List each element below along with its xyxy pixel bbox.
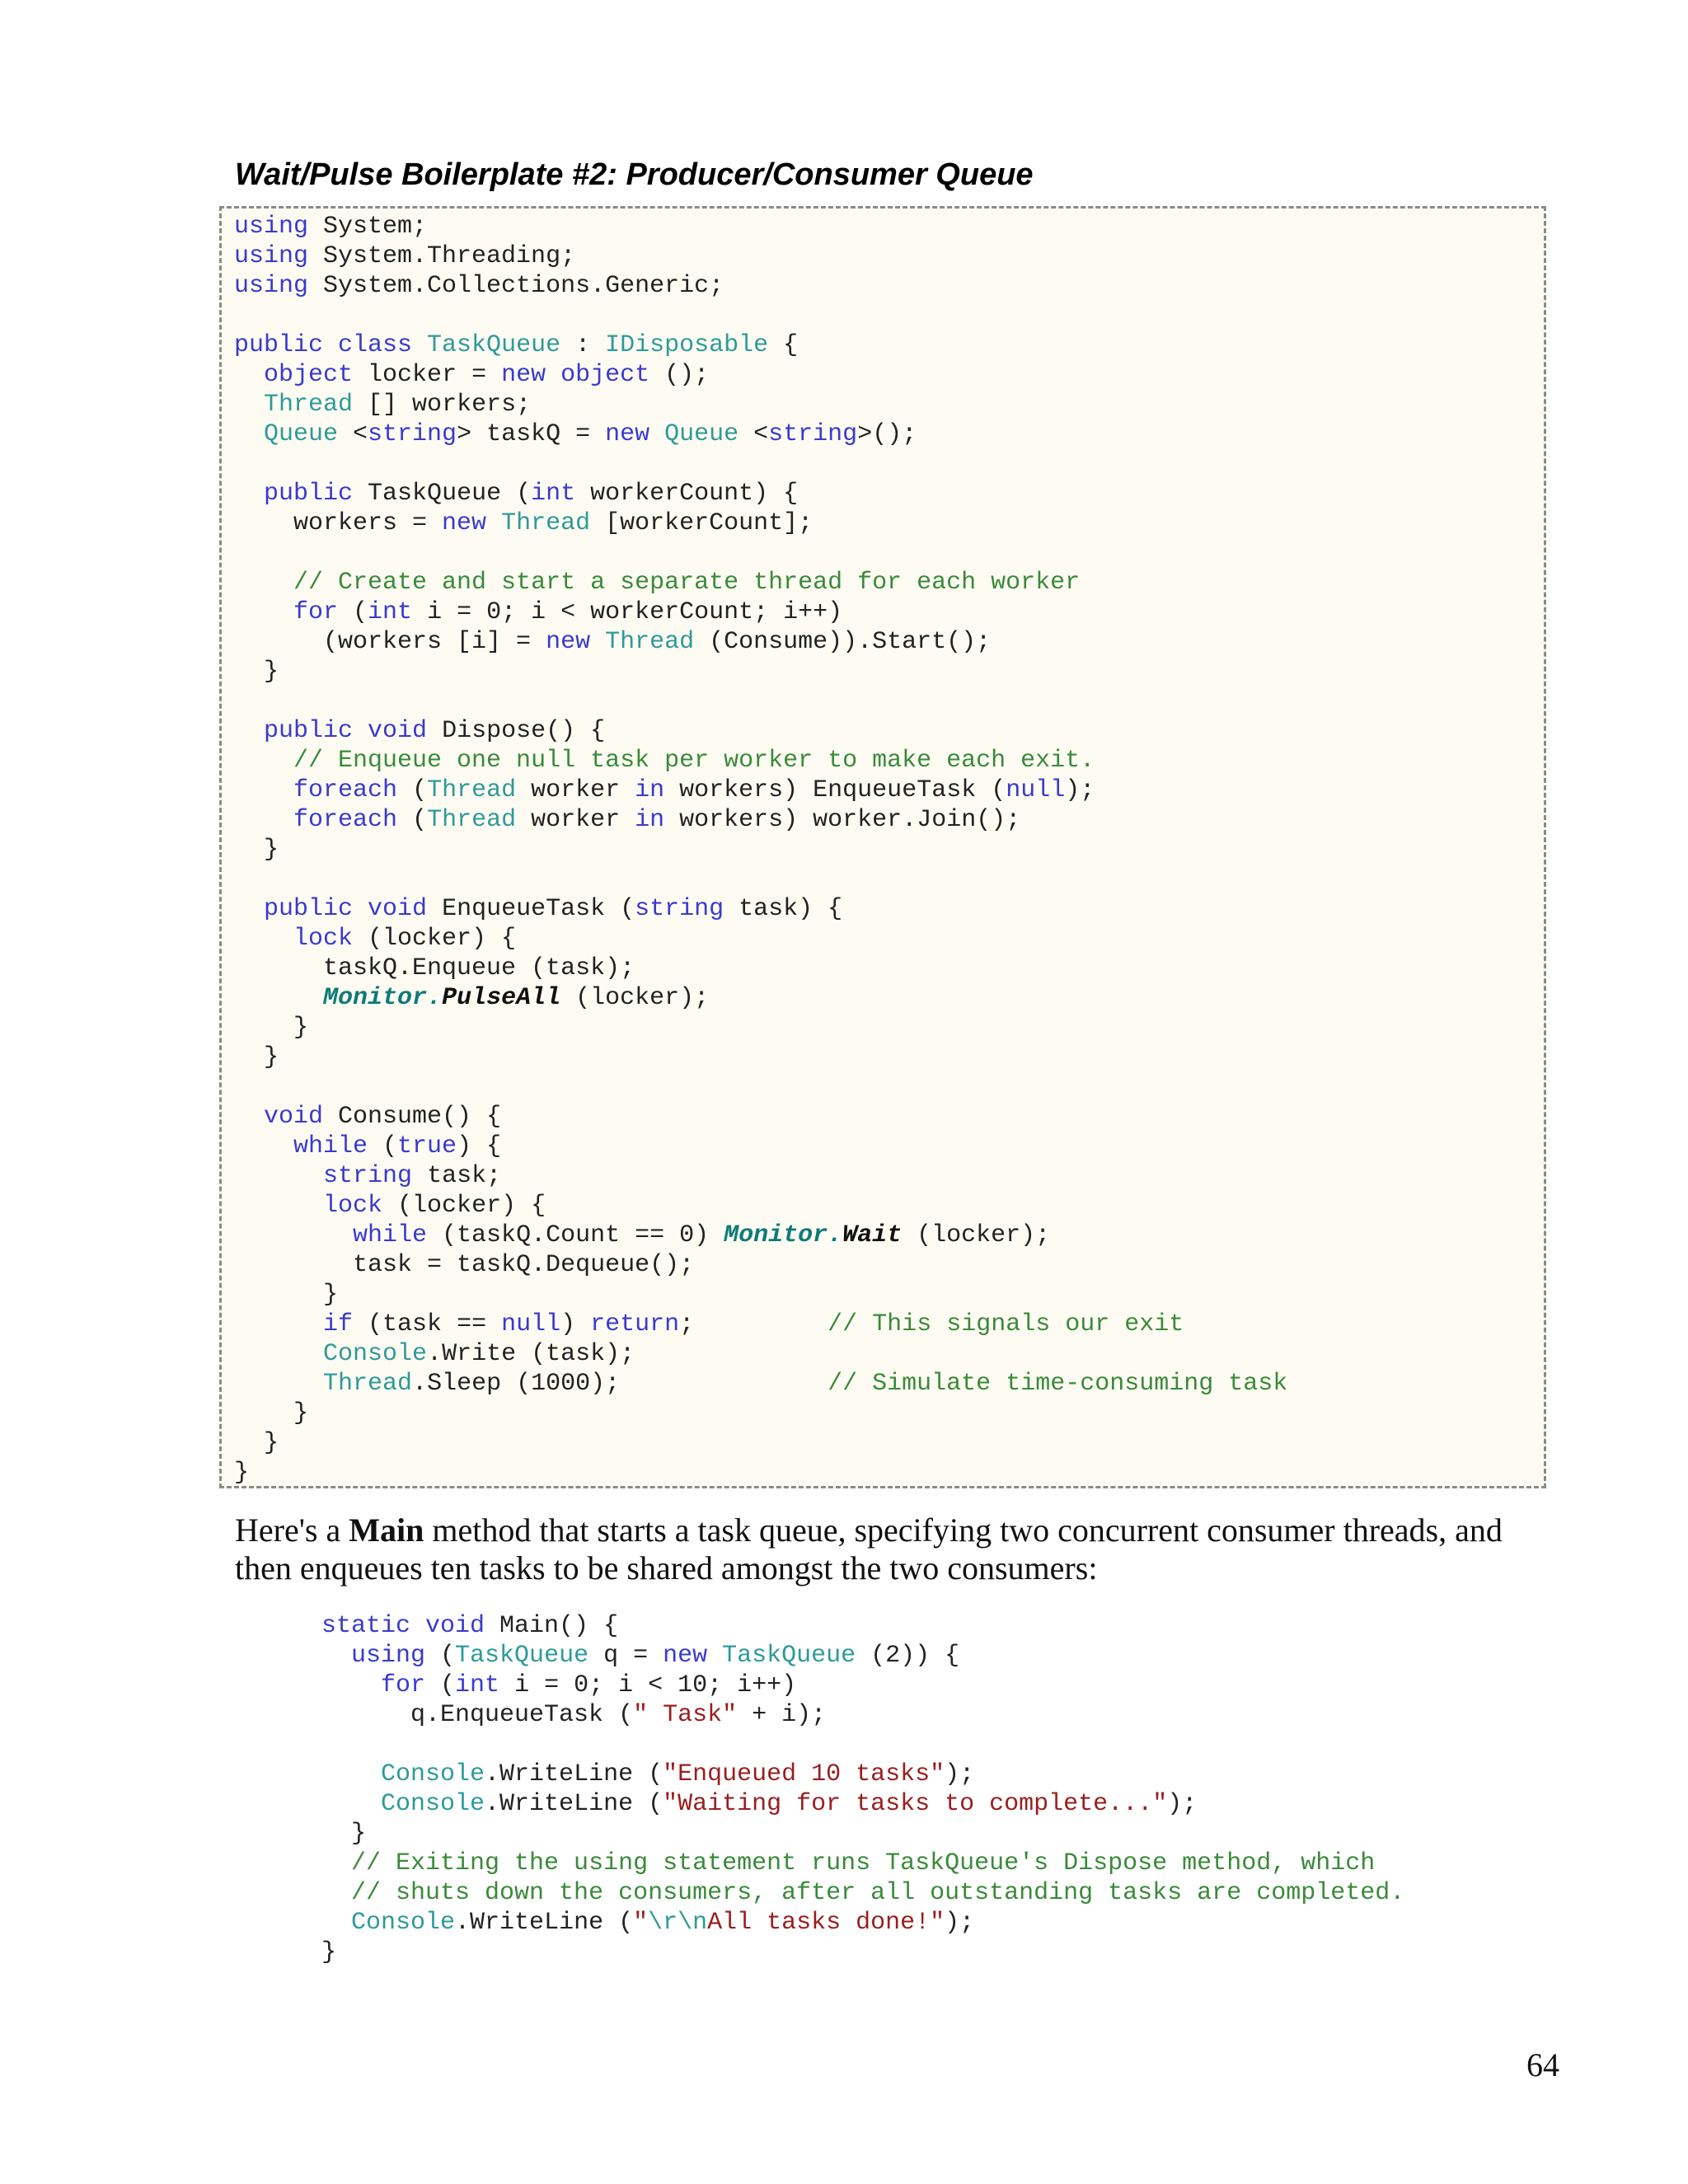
code-token: (task ==: [353, 1310, 502, 1338]
code-keyword: string: [768, 420, 858, 448]
code-token: [321, 1671, 381, 1699]
code-line: [234, 301, 1287, 330]
code-token: ): [560, 1310, 591, 1338]
code-token: (: [397, 776, 428, 804]
code-keyword: null: [501, 1310, 561, 1338]
code-token: }: [234, 1399, 309, 1427]
paragraph-text-end: method that starts a task queue, specifying two concurrent consumer threads, and then enqueues ten tasks to be shared amongst the two consumers:: [235, 1511, 1503, 1586]
code-token: ) {: [457, 1132, 502, 1160]
code-token: (workers [i] =: [234, 628, 546, 656]
code-token: [321, 1849, 351, 1877]
code-keyword: void: [264, 1103, 324, 1131]
code-token: q =: [588, 1642, 663, 1670]
code-line: [234, 1072, 1287, 1102]
code-type: Thread: [427, 806, 517, 834]
code-line: [234, 419, 1287, 449]
monitor-method-name: Wait: [842, 1221, 903, 1249]
code-type: Console: [323, 1340, 428, 1368]
code-line: [321, 1641, 1404, 1671]
code-line: [234, 271, 1287, 301]
code-type: Console: [381, 1760, 485, 1788]
code-keyword: string: [635, 895, 724, 923]
code-line: [234, 746, 1287, 776]
code-token: System;: [308, 213, 428, 241]
code-line: [234, 241, 1287, 271]
code-token: }: [234, 658, 279, 686]
code-token: (locker);: [902, 1221, 1051, 1249]
code-token: }: [234, 1429, 279, 1457]
code-line: [234, 449, 1287, 479]
monitor-method-name: PulseAll: [442, 984, 561, 1012]
code-token: :: [560, 331, 591, 359]
code-token: ;: [679, 1310, 828, 1338]
monitor-class-name: Monitor.: [724, 1221, 843, 1249]
code-line: [234, 983, 1287, 1013]
code-type: Thread: [264, 391, 354, 419]
code-token: );: [945, 1760, 975, 1788]
code-keyword: for: [381, 1671, 426, 1699]
code-line: [234, 1191, 1287, 1221]
code-token: }: [234, 836, 279, 864]
code-comment: // shuts down the consumers, after all outstanding tasks are completed.: [351, 1879, 1405, 1907]
code-line: [234, 894, 1287, 924]
code-type: Console: [381, 1790, 485, 1818]
code-line: [321, 1700, 1404, 1730]
code-line: [234, 805, 1287, 835]
code-token: i = 0; i < 10; i++): [499, 1671, 797, 1699]
code-token: ();: [649, 361, 710, 389]
code-listing-main: [321, 1611, 1404, 1967]
code-token: workers =: [234, 509, 443, 537]
code-token: }: [234, 1459, 250, 1487]
code-token: [234, 1340, 323, 1368]
code-type: Thread: [427, 776, 517, 804]
code-token: Main() {: [485, 1612, 619, 1640]
code-token: .Sleep (1000);: [412, 1370, 828, 1398]
code-token: {: [768, 331, 799, 359]
code-keyword: lock: [323, 1192, 383, 1220]
code-token: }: [234, 1014, 309, 1042]
code-token: [234, 895, 264, 923]
code-token: [234, 776, 293, 804]
code-comment: // Create and start a separate thread for each worker: [293, 569, 1081, 597]
code-token: workers) worker.Join();: [664, 806, 1021, 834]
code-keyword: new object: [501, 361, 650, 389]
code-comment: // Exiting the using statement runs TaskQueue's Dispose method, which: [351, 1849, 1376, 1877]
code-line: [234, 538, 1287, 568]
code-token: .WriteLine (: [485, 1790, 663, 1818]
code-line: [234, 954, 1287, 983]
code-line: [234, 1102, 1287, 1132]
code-token: [234, 391, 264, 419]
code-token: [321, 1879, 351, 1907]
code-keyword: using: [351, 1642, 426, 1670]
code-token: worker: [516, 776, 635, 804]
code-keyword: using: [234, 272, 309, 300]
code-line: [234, 1132, 1287, 1161]
code-token: (locker) {: [382, 1192, 546, 1220]
code-type: TaskQueue: [707, 1642, 856, 1670]
code-string: " Task": [633, 1701, 738, 1729]
code-keyword: using: [234, 213, 309, 241]
code-comment: // Enqueue one null task per worker to make each exit.: [293, 747, 1095, 775]
code-line: [234, 479, 1287, 509]
code-token: }: [234, 1281, 339, 1309]
code-token: [234, 569, 293, 597]
code-line: [234, 687, 1287, 716]
code-token: task) {: [724, 895, 843, 923]
code-token: (: [368, 1132, 398, 1160]
code-token: [234, 747, 293, 775]
code-keyword: return: [590, 1310, 680, 1338]
code-line: [321, 1611, 1404, 1641]
code-token: [321, 1760, 381, 1788]
code-token: );: [1167, 1790, 1198, 1818]
monitor-class-name: Monitor.: [323, 984, 443, 1012]
code-keyword: public class: [234, 331, 413, 359]
code-line: [234, 330, 1287, 360]
code-token: [234, 1370, 323, 1398]
code-token: [workerCount];: [590, 509, 814, 537]
code-line: [321, 1730, 1404, 1760]
code-line: [234, 716, 1287, 746]
code-token: [234, 361, 264, 389]
code-line: [234, 1369, 1287, 1399]
code-type: TaskQueue: [412, 331, 561, 359]
code-token: [234, 598, 293, 626]
code-string: ": [633, 1909, 649, 1937]
code-token: worker: [516, 806, 635, 834]
code-keyword: object: [264, 361, 354, 389]
code-token: locker =: [353, 361, 502, 389]
code-line: [234, 1250, 1287, 1280]
code-type: TaskQueue: [455, 1642, 589, 1670]
code-keyword: if: [323, 1310, 354, 1338]
code-token: System.Collections.Generic;: [308, 272, 724, 300]
code-token: (2)) {: [856, 1642, 960, 1670]
code-token: [234, 1132, 293, 1160]
code-token: }: [234, 1043, 279, 1071]
code-token: >();: [857, 420, 917, 448]
code-keyword: null: [1006, 776, 1066, 804]
code-token: [234, 984, 323, 1012]
code-token: + i);: [737, 1701, 827, 1729]
code-line: [234, 1013, 1287, 1043]
code-keyword: foreach: [293, 776, 398, 804]
code-keyword: public: [264, 480, 354, 508]
code-keyword: string: [368, 420, 457, 448]
code-token: [234, 1192, 323, 1220]
paragraph-text-start: Here's a: [235, 1511, 349, 1549]
code-line: [234, 1280, 1287, 1310]
code-line: [234, 865, 1287, 894]
page-number: 64: [1526, 2046, 1559, 2083]
code-line: [321, 1789, 1404, 1819]
code-line: [234, 1221, 1287, 1250]
code-line: [234, 568, 1287, 598]
code-type: Queue: [649, 420, 739, 448]
code-keyword: new: [442, 509, 487, 537]
code-keyword: new: [605, 420, 650, 448]
code-token: <: [338, 420, 368, 448]
code-keyword: new: [546, 628, 591, 656]
code-token: workerCount) {: [575, 480, 799, 508]
code-string: "Waiting for tasks to complete...": [663, 1790, 1168, 1818]
code-line: [234, 1339, 1287, 1369]
code-comment: // Simulate time-consuming task: [828, 1370, 1288, 1398]
code-token: [321, 1790, 381, 1818]
code-token: EnqueueTask (: [427, 895, 635, 923]
code-keyword: public void: [264, 895, 428, 923]
code-token: (: [425, 1671, 456, 1699]
code-token: [] workers;: [353, 391, 532, 419]
code-token: [321, 1642, 351, 1670]
code-line: [234, 1043, 1287, 1072]
code-type: Thread: [323, 1370, 413, 1398]
code-token: i = 0; i < workerCount; i++): [412, 598, 843, 626]
code-line: [234, 627, 1287, 657]
code-token: System.Threading;: [308, 242, 576, 270]
code-token: [234, 1221, 353, 1249]
code-token: .WriteLine (: [455, 1909, 634, 1937]
code-keyword: int: [531, 480, 576, 508]
code-keyword: int: [455, 1671, 500, 1699]
code-token: TaskQueue (: [353, 480, 532, 508]
code-token: (: [397, 806, 428, 834]
code-type: Queue: [264, 420, 339, 448]
code-token: );: [945, 1909, 975, 1937]
code-type: IDisposable: [590, 331, 769, 359]
code-line: [321, 1849, 1404, 1878]
code-token: [234, 925, 293, 953]
code-token: [234, 806, 293, 834]
code-token: q.EnqueueTask (: [321, 1701, 634, 1729]
code-token: workers) EnqueueTask (: [664, 776, 1006, 804]
code-line: [234, 1399, 1287, 1428]
code-line: [321, 1908, 1404, 1938]
code-token: > taskQ =: [457, 420, 606, 448]
code-token: <: [738, 420, 769, 448]
code-comment: // This signals our exit: [828, 1310, 1184, 1338]
code-line: [321, 1671, 1404, 1700]
code-keyword: in: [635, 776, 665, 804]
code-line: [234, 509, 1287, 538]
explanatory-paragraph: [235, 1511, 1554, 1587]
code-line: [321, 1760, 1404, 1789]
code-keyword: for: [293, 598, 339, 626]
code-type: Thread: [486, 509, 591, 537]
code-line: [321, 1819, 1404, 1849]
code-token: Dispose() {: [427, 717, 606, 745]
code-string: "Enqueued 10 tasks": [663, 1760, 945, 1788]
code-line: [234, 1428, 1287, 1458]
code-keyword: while: [293, 1132, 368, 1160]
code-token: taskQ.Enqueue (task);: [234, 954, 635, 982]
code-token: }: [321, 1938, 337, 1966]
code-line: [234, 1458, 1287, 1488]
code-token: [234, 1310, 323, 1338]
code-token: );: [1065, 776, 1095, 804]
code-token: [234, 1103, 264, 1131]
code-token: (locker);: [560, 984, 710, 1012]
code-token: (Consume)).Start();: [694, 628, 992, 656]
code-token: }: [321, 1820, 367, 1848]
code-keyword: lock: [293, 925, 354, 953]
code-keyword: true: [397, 1132, 457, 1160]
code-token: (: [338, 598, 368, 626]
code-line: [234, 360, 1287, 390]
code-token: .Write (task);: [427, 1340, 635, 1368]
code-line: [321, 1938, 1404, 1967]
code-keyword: foreach: [293, 806, 398, 834]
code-token: [234, 717, 264, 745]
code-string: All tasks done!": [707, 1909, 945, 1937]
code-token: (locker) {: [353, 925, 517, 953]
code-line: [234, 390, 1287, 419]
code-keyword: static void: [321, 1612, 485, 1640]
code-line: [234, 212, 1287, 241]
code-keyword: using: [234, 242, 309, 270]
code-keyword: string: [323, 1162, 413, 1190]
code-token: [321, 1909, 351, 1937]
code-keyword: public void: [264, 717, 428, 745]
code-line: [234, 657, 1287, 687]
code-line: [234, 1161, 1287, 1191]
code-line: [321, 1878, 1404, 1908]
paragraph-bold-term: Main: [349, 1511, 424, 1549]
code-line: [234, 598, 1287, 627]
code-keyword: while: [353, 1221, 428, 1249]
code-line: [234, 835, 1287, 865]
code-token: task;: [412, 1162, 502, 1190]
code-keyword: new: [663, 1642, 708, 1670]
code-token: Consume() {: [323, 1103, 502, 1131]
code-keyword: int: [368, 598, 413, 626]
code-listing-taskqueue: [234, 212, 1287, 1488]
code-keyword: in: [635, 806, 665, 834]
code-line: [234, 924, 1287, 954]
code-token: task = taskQ.Dequeue();: [234, 1251, 695, 1279]
code-token: .WriteLine (: [485, 1760, 663, 1788]
code-token: [234, 480, 264, 508]
code-line: [234, 1310, 1287, 1339]
section-heading: Wait/Pulse Boilerplate #2: Producer/Consumer Queue: [235, 157, 1034, 192]
code-type: Thread: [590, 628, 695, 656]
code-token: [234, 420, 264, 448]
code-type: Console: [351, 1909, 456, 1937]
code-token: (taskQ.Count == 0): [427, 1221, 724, 1249]
code-type: \r\n: [648, 1909, 708, 1937]
code-token: (: [425, 1642, 456, 1670]
code-line: [234, 776, 1287, 805]
code-token: [234, 1162, 323, 1190]
